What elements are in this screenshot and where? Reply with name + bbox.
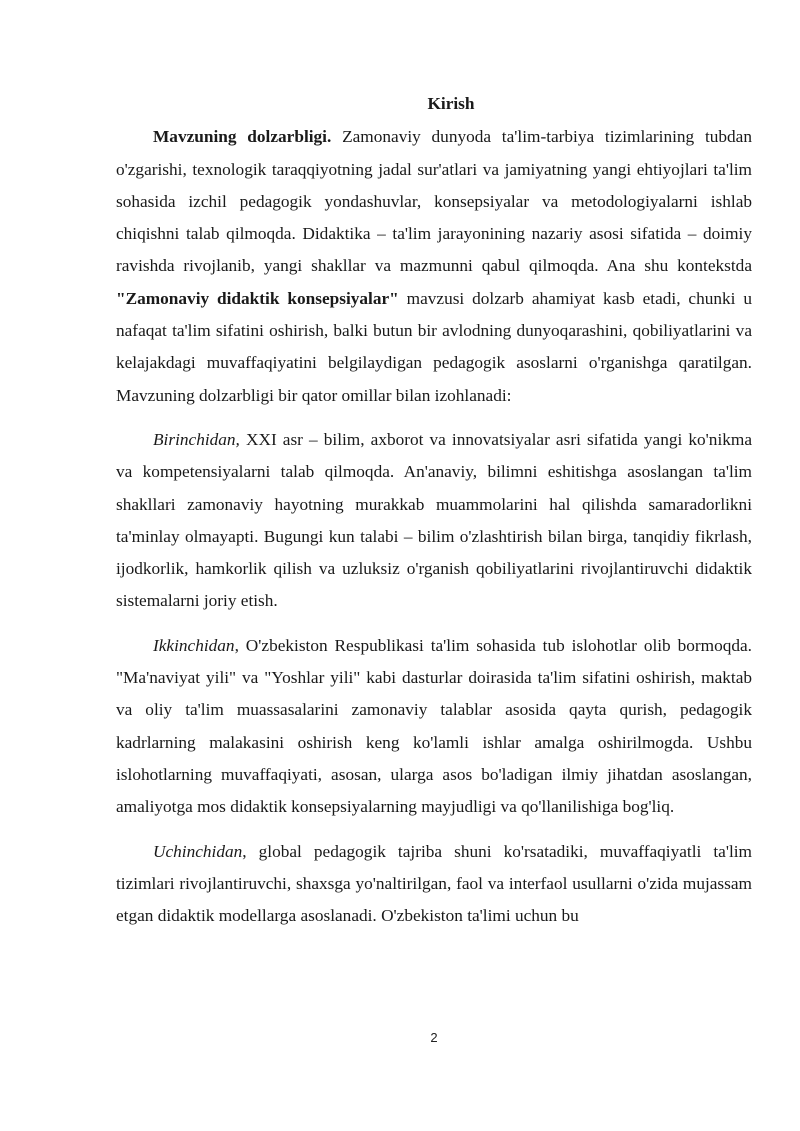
second-lead: Ikkinchidan	[153, 635, 235, 655]
topic-title-emphasis: "Zamonaviy didaktik konsepsiyalar"	[116, 288, 399, 308]
section-heading: Kirish	[427, 94, 475, 113]
relevance-lead: Mavzuning dolzarbligi.	[153, 127, 332, 147]
first-lead: Birinchidan,	[153, 429, 240, 449]
paragraph-first	[116, 424, 752, 618]
third-lead: Uchinchidan	[153, 841, 243, 861]
relevance-text-part1: Zamonaviy dunyoda ta'lim-tarbiya tizimlarining tubdan o'zgarishi, texnologik taraqqiyotning jadal sur'atlari va jamiyatning yangi ehtiyojlari ta'lim sohasida izchil pedagogik yondashuvlar, konsepsiyalar va metodologiyalarni ishlab chiqishni talab qilmoqda. Didaktika – ta'lim jarayonining nazariy asosi sifatida – doimiy ravishda rivojlanib, yangi shakllar va mazmunni qabul qilmoqda. Ana shu kontekstda	[116, 127, 752, 276]
paragraph-third	[116, 836, 752, 933]
paragraph-relevance	[116, 121, 752, 412]
relevance-text-part2: mavzusi dolzarb ahamiyat kasb etadi, chunki u nafaqat ta'lim sifatini oshirish, balki butun bir avlodning dunyoqarashini, qobiliyatlarini va kelajakdagi muvaffaqiyatini belgilaydigan pedagogik asoslarni o'rganishga qaratilgan. Mavzuning dolzarbligi bir qator omillar bilan izohlanadi:	[116, 288, 752, 405]
page-number: 2	[430, 1030, 438, 1045]
page-content	[116, 88, 752, 932]
first-text: XXI asr – bilim, axborot va innovatsiyalar asri sifatida yangi ko'nikma va kompetensiyalarni talab qilmoqda. An'anaviy, bilimni eshitishga asoslangan ta'lim shakllari zamonaviy hayotning murakkab muammolarini hal qilishda samaradorlikni ta'minlay olmayapti. Bugungi kun talabi – bilim o'zlashtirish bilan birga, tanqidiy fikrlash, ijodkorlik, hamkorlik qilish va uzluksiz o'rganish qobiliyatlarini rivojlantiruvchi didaktik sistemalarni joriy etish.	[116, 429, 752, 611]
third-text: , global pedagogik tajriba shuni ko'rsatadiki, muvaffaqiyatli ta'lim tizimlari rivojlantiruvchi, shaxsga yo'naltirilgan, faol va interfaol usullarni o'zida mujassam etgan didaktik modellarga asoslanadi. O'zbekiston ta'limi uchun bu	[116, 841, 752, 926]
second-text: , O'zbekiston Respublikasi ta'lim sohasida tub islohotlar olib bormoqda. "Ma'naviyat yili" va "Yoshlar yili" kabi dasturlar doirasida ta'lim sifatini oshirish, maktab va oliy ta'lim muassasalarini zamonaviy talablar asosida qayta qurish, pedagogik kadrlarning malakasini oshirish keng ko'lamli ishlar amalga oshirilmogda. Ushbu islohotlarning muvaffaqiyati, asosan, ularga asos bo'ladigan ilmiy jihatdan asoslangan, amaliyotga mos didaktik konsepsiyalarning mayjudligi va qo'llanilishiga bog'liq.	[116, 635, 752, 817]
paragraph-second	[116, 630, 752, 824]
